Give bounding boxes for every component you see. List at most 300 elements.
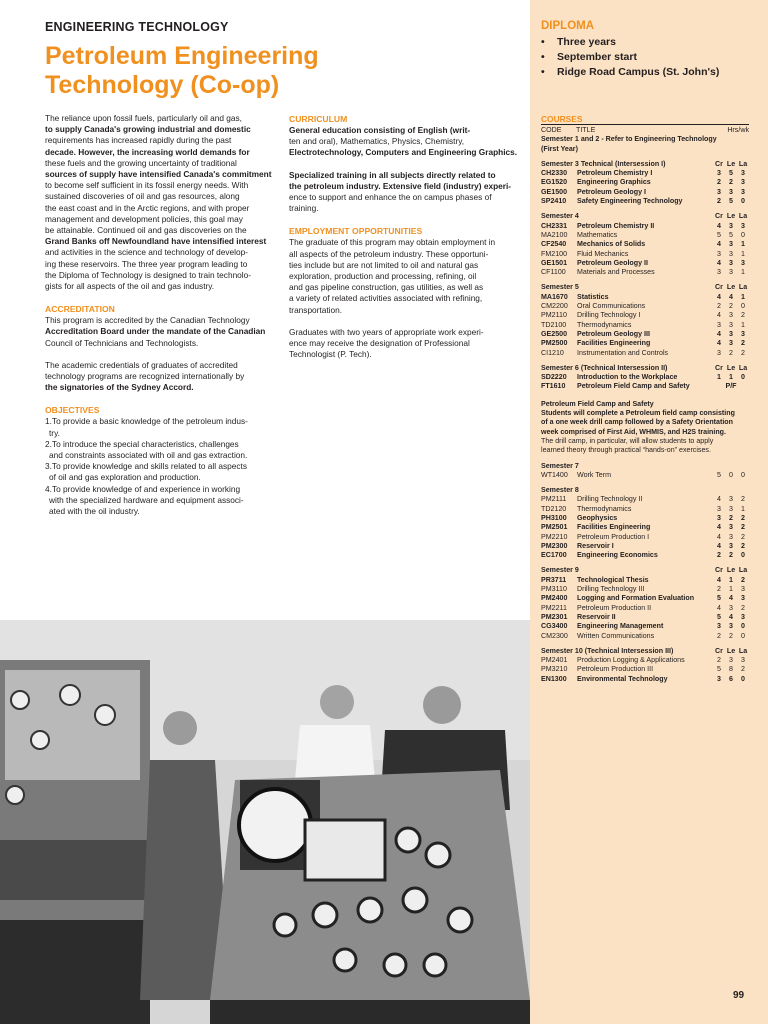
column-header-le: Le <box>726 212 736 221</box>
course-title: Thermodynamics <box>577 504 632 513</box>
field-camp-line: Students will complete a Petroleum field camp consisting <box>541 409 735 418</box>
course-le: 3 <box>729 532 733 541</box>
diploma-list <box>541 35 719 80</box>
column-header-cr: Cr <box>715 363 723 372</box>
course-title: Reservoir II <box>577 612 616 621</box>
objective-line: 3.To provide knowledge and skills related to all aspects <box>45 461 248 472</box>
course-title: Petroleum Field Camp and Safety <box>577 382 690 391</box>
intro-column <box>45 113 280 517</box>
course-la: 0 <box>741 674 745 683</box>
title-column-header: TITLE <box>576 126 596 134</box>
intro-line: and activities in the science and technology of develop- <box>45 247 248 258</box>
course-title: Oral Communications <box>577 302 646 311</box>
course-le: 2 <box>729 513 733 522</box>
course-le: 2 <box>729 348 733 357</box>
course-title: Petroleum Geology II <box>577 258 648 267</box>
semester-label: Semester 9 <box>541 566 579 575</box>
course-row <box>541 373 749 382</box>
course-cr: 4 <box>717 532 721 541</box>
specialized-paragraph <box>289 170 524 215</box>
course-title: Engineering Graphics <box>577 178 651 187</box>
diploma-item: • Three years <box>541 35 719 50</box>
course-la: 0 <box>741 197 745 206</box>
course-la: 2 <box>741 665 745 674</box>
title-line-2: Technology (Co-op) <box>45 71 280 99</box>
text-line: technology programs are recognized internationally by <box>45 371 245 382</box>
semester-label: Semester 3 Technical (Intersession I) <box>541 159 666 168</box>
course-la: 0 <box>741 551 745 560</box>
text-line: Specialized training in all subjects directly related to <box>289 169 496 180</box>
course-title: Petroleum Production II <box>577 603 652 612</box>
column-header-le: Le <box>726 159 736 168</box>
course-title: Technological Thesis <box>577 575 649 584</box>
lab-photo <box>0 620 530 1024</box>
course-la: 2 <box>741 603 745 612</box>
course-row <box>541 505 749 514</box>
objective-line: 4.To provide knowledge of and experience in working <box>45 483 241 494</box>
text-line: ence may receive the designation of Professional <box>289 338 470 349</box>
objectives-list <box>45 416 280 517</box>
column-header-le: Le <box>726 363 736 372</box>
course-le: 3 <box>729 320 733 329</box>
course-code: TD2120 <box>541 504 567 513</box>
semester-label: Semester 7 <box>541 461 579 470</box>
curriculum-heading: CURRICULUM <box>289 114 348 124</box>
semester-list <box>541 160 749 684</box>
course-title: Facilities Engineering <box>577 339 651 348</box>
semester-header <box>541 283 749 292</box>
course-row <box>541 293 749 302</box>
course-title: Production Logging & Applications <box>577 656 685 665</box>
course-le: 5 <box>729 197 733 206</box>
course-row <box>541 382 749 391</box>
curriculum-paragraph <box>289 125 524 159</box>
course-cr: 5 <box>717 594 721 603</box>
course-code: MA1670 <box>541 292 568 301</box>
column-header-la: La <box>738 212 748 221</box>
course-cr: 4 <box>717 221 721 230</box>
intro-line: the east coast and in the Arctic regions, and with proper <box>45 202 250 213</box>
course-la: 3 <box>741 221 745 230</box>
course-la: 0 <box>741 302 745 311</box>
course-title: Petroleum Production I <box>577 532 650 541</box>
course-title: Safety Engineering Technology <box>577 197 683 206</box>
text-line: all aspects of the petroleum industry. These opportuni- <box>289 248 489 259</box>
column-header-cr: Cr <box>715 212 723 221</box>
course-title: Environmental Technology <box>577 674 668 683</box>
course-cr: 3 <box>717 622 721 631</box>
column-header-le: Le <box>726 283 736 292</box>
course-le: 3 <box>729 240 733 249</box>
course-row <box>541 302 749 311</box>
course-la: 2 <box>741 523 745 532</box>
course-code: EN1300 <box>541 674 567 683</box>
semester-label: Semester 6 (Technical Intersession II) <box>541 363 668 372</box>
text-line: Electrotechnology, Computers and Engineering Graphics. <box>289 147 518 158</box>
text-line: a variety of related activities associated with refining, <box>289 293 483 304</box>
course-cr: 2 <box>717 178 721 187</box>
course-la: 2 <box>741 495 745 504</box>
course-le: 3 <box>729 603 733 612</box>
course-row <box>541 231 749 240</box>
course-row <box>541 632 749 641</box>
course-row <box>541 250 749 259</box>
course-row <box>541 551 749 560</box>
course-cr: 4 <box>717 495 721 504</box>
course-le: 3 <box>729 329 733 338</box>
accreditation-heading: ACCREDITATION <box>45 304 115 315</box>
course-row <box>541 665 749 674</box>
course-row <box>541 542 749 551</box>
course-code: CG3400 <box>541 622 568 631</box>
course-code: WT1400 <box>541 470 568 479</box>
course-la: 2 <box>741 575 745 584</box>
course-title: Statistics <box>577 292 609 301</box>
course-title: Facilities Engineering <box>577 523 651 532</box>
course-le: 8 <box>729 665 733 674</box>
course-le: 3 <box>729 258 733 267</box>
text-line: The academic credentials of graduates of accredited <box>45 359 238 370</box>
course-row <box>541 169 749 178</box>
course-row <box>541 622 749 631</box>
semester-label: Semester 10 (Technical Intersession III) <box>541 646 674 655</box>
course-la: 0 <box>741 631 745 640</box>
course-code: PR3711 <box>541 575 567 584</box>
course-le: 1 <box>729 585 733 594</box>
semester-1-2-note-b: (First Year) <box>541 144 578 153</box>
course-la: 0 <box>741 230 745 239</box>
course-le: 5 <box>729 169 733 178</box>
course-la: 0 <box>741 373 745 382</box>
text-line: ence to support and enhance the on campus phases of <box>289 192 492 203</box>
course-code: SP2410 <box>541 197 567 206</box>
intro-line: gists for all aspects of the oil and gas industry. <box>45 281 215 292</box>
course-cr: 4 <box>717 329 721 338</box>
course-le: 3 <box>729 311 733 320</box>
intro-line: The reliance upon fossil fuels, particularly oil and gas, <box>45 113 242 123</box>
course-code: PM2501 <box>541 523 568 532</box>
course-le: 2 <box>729 302 733 311</box>
course-code: GE1500 <box>541 187 568 196</box>
course-le: 1 <box>729 373 733 382</box>
course-row <box>541 339 749 348</box>
course-title: Work Term <box>577 470 612 479</box>
divider <box>541 124 749 125</box>
course-row <box>541 523 749 532</box>
course-la: 2 <box>741 541 745 550</box>
course-cr: 2 <box>717 585 721 594</box>
course-la: 3 <box>741 329 745 338</box>
objective-line: and constraints associated with oil and gas extraction. <box>49 450 248 461</box>
diploma-heading: DIPLOMA <box>541 20 595 32</box>
course-le: 6 <box>729 674 733 683</box>
course-la: 3 <box>741 178 745 187</box>
objective-line: ated with the oil industry. <box>49 506 140 517</box>
column-header-la: La <box>738 566 748 575</box>
courses-table-header <box>541 126 749 135</box>
title-line-1: Petroleum Engineering <box>45 42 319 70</box>
semester-label: Semester 5 <box>541 283 579 292</box>
course-title: Drilling Technology II <box>577 495 643 504</box>
column-header-cr: Cr <box>715 159 723 168</box>
course-code: PM2211 <box>541 603 567 612</box>
course-cr: 5 <box>717 665 721 674</box>
course-row <box>541 495 749 504</box>
course-code: CI1210 <box>541 348 564 357</box>
course-title: Materials and Processes <box>577 268 655 277</box>
course-cr: 4 <box>717 292 721 301</box>
column-header-le: Le <box>726 566 736 575</box>
course-code: MA2100 <box>541 230 568 239</box>
course-code: GE2500 <box>541 329 568 338</box>
course-la: 3 <box>741 612 745 621</box>
course-code: PM2210 <box>541 532 568 541</box>
course-title: Drilling Technology I <box>577 311 641 320</box>
column-header-la: La <box>738 363 748 372</box>
course-cr: 2 <box>717 197 721 206</box>
semester-header <box>541 566 749 575</box>
course-la: 2 <box>741 339 745 348</box>
course-code: PM3110 <box>541 585 567 594</box>
course-title: Petroleum Production III <box>577 665 654 674</box>
course-cr: 3 <box>717 268 721 277</box>
course-le: 4 <box>729 594 733 603</box>
course-code: PM2110 <box>541 311 567 320</box>
course-title: Fluid Mechanics <box>577 249 629 258</box>
objective-line: with the specialized hardware and equipment associ- <box>49 494 244 505</box>
course-title: Thermodynamics <box>577 320 632 329</box>
course-row <box>541 178 749 187</box>
course-row <box>541 675 749 684</box>
semester-header <box>541 364 749 373</box>
objective-line: 2.To introduce the special characteristics, challenges <box>45 438 239 449</box>
semester-header <box>541 647 749 656</box>
course-title: Logging and Formation Evaluation <box>577 594 695 603</box>
intro-line: sources of supply have intensified Canada's commitment <box>45 169 272 180</box>
course-cr: 2 <box>717 656 721 665</box>
course-title: Written Communications <box>577 631 655 640</box>
column-header-cr: Cr <box>715 283 723 292</box>
course-title: Drilling Technology III <box>577 585 645 594</box>
course-code: CM2200 <box>541 302 568 311</box>
course-code: EC1700 <box>541 551 567 560</box>
intro-line: to become self sufficient in its fossil energy needs. With <box>45 180 249 191</box>
objective-line: try. <box>49 427 60 438</box>
diploma-item: • Ridge Road Campus (St. John's) <box>541 65 719 80</box>
column-header-la: La <box>738 646 748 655</box>
course-code: PM2301 <box>541 612 568 621</box>
course-le: 3 <box>729 268 733 277</box>
course-code: PH3100 <box>541 513 567 522</box>
course-code: CH2331 <box>541 221 568 230</box>
course-title: Petroleum Chemistry II <box>577 221 655 230</box>
column-header-cr: Cr <box>715 646 723 655</box>
intro-line: be attainable. Continued oil and gas discoveries on the <box>45 225 247 236</box>
course-code: CF2540 <box>541 240 567 249</box>
curriculum-column <box>289 113 524 371</box>
course-cr: 3 <box>717 348 721 357</box>
course-cr: 4 <box>717 240 721 249</box>
course-cr: 3 <box>717 513 721 522</box>
intro-line: management and development policies, this goal may <box>45 213 243 224</box>
lab-photo-illustration <box>0 620 530 1024</box>
course-row <box>541 604 749 613</box>
course-le: 3 <box>729 221 733 230</box>
course-la: 3 <box>741 656 745 665</box>
course-row <box>541 585 749 594</box>
course-cr: 4 <box>717 603 721 612</box>
course-le: 4 <box>729 292 733 301</box>
course-title: Geophysics <box>577 513 618 522</box>
course-code: CH2330 <box>541 169 568 178</box>
course-title: Instrumentation and Controls <box>577 348 669 357</box>
intro-paragraph <box>45 113 280 292</box>
objective-line: of oil and gas exploration and production. <box>49 472 201 483</box>
hours-column-header: Hrs/wk <box>727 126 749 134</box>
semester-label: Semester 8 <box>541 486 579 495</box>
text-line: and gas pipeline construction, gas utilities, as well as <box>289 282 484 293</box>
course-title: Engineering Economics <box>577 551 658 560</box>
course-row <box>541 656 749 665</box>
course-cr: 3 <box>717 169 721 178</box>
course-code: GE1501 <box>541 258 568 267</box>
accreditation-paragraph <box>45 315 280 349</box>
semester-header <box>541 486 749 495</box>
intro-line: sustained discoveries of oil and gas resources, along <box>45 191 240 202</box>
course-cr: 4 <box>717 311 721 320</box>
course-cr: 4 <box>717 541 721 550</box>
course-le: 3 <box>729 249 733 258</box>
course-le: 3 <box>729 622 733 631</box>
course-cr: 2 <box>717 631 721 640</box>
field-camp-line: Petroleum Field Camp and Safety <box>541 399 654 408</box>
course-le: 3 <box>729 523 733 532</box>
objectives-heading: OBJECTIVES <box>45 405 100 416</box>
course-pass-fail: P/F <box>725 382 737 391</box>
course-cr: 1 <box>717 373 721 382</box>
intro-line: decade. However, the increasing world demands for <box>45 146 250 157</box>
course-title: Petroleum Chemistry I <box>577 169 653 178</box>
page-title <box>45 42 505 100</box>
course-cr: 3 <box>717 249 721 258</box>
course-la: 0 <box>741 470 745 479</box>
course-le: 3 <box>729 504 733 513</box>
course-la: 1 <box>741 240 745 249</box>
employment-heading: EMPLOYMENT OPPORTUNITIES <box>289 226 423 237</box>
course-la: 3 <box>741 187 745 196</box>
course-code: CM2300 <box>541 631 568 640</box>
course-title: Engineering Management <box>577 622 664 631</box>
course-title: Petroleum Geology I <box>577 187 646 196</box>
course-cr: 2 <box>717 302 721 311</box>
course-row <box>541 311 749 320</box>
intro-line: these fuels and the growing uncertainty of traditional <box>45 157 237 168</box>
course-row <box>541 188 749 197</box>
course-cr: 3 <box>717 320 721 329</box>
course-code: EG1520 <box>541 178 568 187</box>
course-la: 3 <box>741 585 745 594</box>
field-camp-line: of a one week drill camp followed by a Safety Orientation <box>541 418 733 427</box>
course-la: 0 <box>741 622 745 631</box>
page-number: 99 <box>733 990 745 1001</box>
course-row <box>541 613 749 622</box>
diploma-item: • September start <box>541 50 719 65</box>
text-line: Council of Technicians and Technologists. <box>45 337 199 348</box>
course-cr: 3 <box>717 187 721 196</box>
course-title: Introduction to the Workplace <box>577 373 678 382</box>
course-row <box>541 594 749 603</box>
department-label: ENGINEERING TECHNOLOGY <box>45 20 229 34</box>
course-code: PM2500 <box>541 339 568 348</box>
column-header-cr: Cr <box>715 566 723 575</box>
course-cr: 3 <box>717 504 721 513</box>
course-la: 2 <box>741 532 745 541</box>
field-camp-line: week comprised of First Aid, WHMIS, and H2S training. <box>541 427 726 436</box>
course-row <box>541 533 749 542</box>
text-line: Technologist (P. Tech). <box>289 349 372 360</box>
course-row <box>541 197 749 206</box>
semester-header <box>541 212 749 221</box>
course-cr: 4 <box>717 258 721 267</box>
course-code: PM2111 <box>541 495 567 504</box>
ptech-paragraph <box>289 327 524 361</box>
text-line: The graduate of this program may obtain employment in <box>289 237 496 248</box>
column-header-le: Le <box>726 646 736 655</box>
course-cr: 5 <box>717 612 721 621</box>
course-row <box>541 222 749 231</box>
text-line: transportation. <box>289 304 343 315</box>
course-la: 1 <box>741 504 745 513</box>
intro-line: ing these reservoirs. The three year program leading to <box>45 258 248 269</box>
courses-heading: COURSES <box>541 114 583 124</box>
course-row <box>541 240 749 249</box>
course-cr: 4 <box>717 523 721 532</box>
field-camp-note <box>541 400 749 456</box>
course-le: 2 <box>729 631 733 640</box>
course-la: 2 <box>741 348 745 357</box>
text-line: Accreditation Board under the mandate of the Canadian <box>45 326 266 337</box>
course-title: Reservoir I <box>577 541 614 550</box>
course-title: Mechanics of Solids <box>577 240 646 249</box>
course-code: SD2220 <box>541 373 567 382</box>
course-cr: 2 <box>717 551 721 560</box>
intro-line: the Diploma of Technology is designed to train technolo- <box>45 269 252 280</box>
course-row <box>541 514 749 523</box>
course-la: 1 <box>741 268 745 277</box>
intro-line: to supply Canada's growing industrial and domestic <box>45 124 251 135</box>
semester-1-2-note: Semester 1 and 2 - Refer to Engineering Technology <box>541 135 717 144</box>
course-la: 3 <box>741 594 745 603</box>
semester-header <box>541 462 749 471</box>
course-row <box>541 471 749 480</box>
text-line: General education consisting of English (writ- <box>289 125 471 135</box>
course-le: 2 <box>729 178 733 187</box>
semester-label: Semester 4 <box>541 212 579 221</box>
code-column-header: CODE <box>541 126 562 134</box>
course-cr: 4 <box>717 575 721 584</box>
course-le: 2 <box>729 551 733 560</box>
course-la: 1 <box>741 249 745 258</box>
text-line: This program is accredited by the Canadian Technology <box>45 315 250 326</box>
course-row <box>541 576 749 585</box>
text-line: training. <box>289 203 319 214</box>
course-code: FM2100 <box>541 249 568 258</box>
course-title: Mathematics <box>577 230 618 239</box>
course-la: 2 <box>741 513 745 522</box>
course-le: 0 <box>729 470 733 479</box>
text-line: ties include but are not limited to oil and natural gas <box>289 259 479 270</box>
course-code: TD2100 <box>541 320 567 329</box>
